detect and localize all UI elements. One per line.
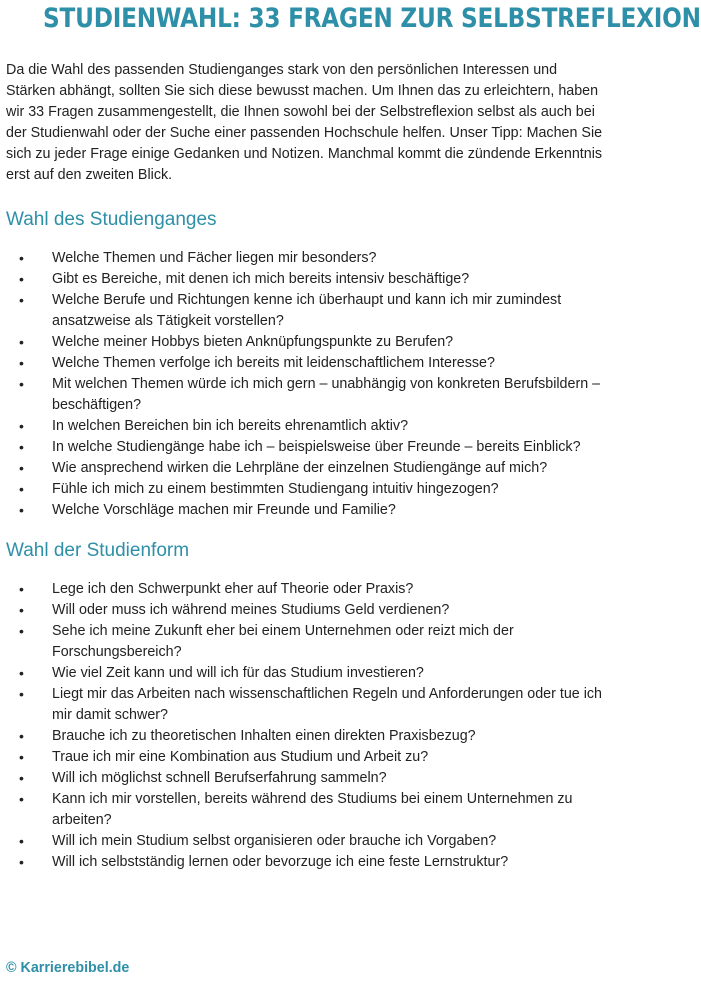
list-item (0, 768, 615, 789)
bullet-icon: • (19, 602, 24, 618)
list-item (0, 500, 615, 521)
list-item (0, 437, 615, 458)
question-text: Welche meiner Hobbys bieten Anknüpfungspunkte zu Berufen? (52, 334, 454, 350)
question-text: Gibt es Bereiche, mit denen ich mich bereits intensiv beschäftige? (52, 271, 470, 287)
bullet-icon: • (19, 502, 24, 518)
question-text: Liegt mir das Arbeiten nach wissenschaftlichen Regeln und Anforderungen oder tue ich mir damit schwer? (52, 686, 602, 723)
question-text: Traue ich mir eine Kombination aus Studium und Arbeit zu? (52, 749, 429, 765)
list-item (0, 600, 615, 621)
list-item (0, 831, 615, 852)
question-text: Welche Themen verfolge ich bereits mit leidenschaftlichem Interesse? (52, 355, 495, 371)
question-list-studienform (0, 579, 615, 873)
list-item (0, 852, 615, 873)
list-item (0, 663, 615, 684)
section-heading-studiengang: Wahl des Studienganges (6, 209, 217, 230)
page-title: STUDIENWAHL: 33 FRAGEN ZUR SELBSTREFLEXION (43, 3, 701, 34)
question-text: Wie ansprechend wirken die Lehrpläne der einzelnen Studiengänge auf mich? (52, 460, 548, 476)
bullet-icon: • (19, 854, 24, 870)
question-text: In welche Studiengänge habe ich – beispielsweise über Freunde – bereits Einblick? (52, 439, 581, 455)
copyright-footer: © Karrierebibel.de (6, 960, 130, 976)
bullet-icon: • (19, 749, 24, 765)
bullet-icon: • (19, 728, 24, 744)
question-text: Kann ich mir vorstellen, bereits während des Studiums bei einem Unternehmen zu arbeiten? (52, 791, 573, 828)
list-item (0, 789, 615, 831)
bullet-icon: • (19, 770, 24, 786)
list-item (0, 374, 615, 416)
list-item (0, 248, 615, 269)
list-item (0, 747, 615, 768)
bullet-icon: • (19, 686, 24, 702)
bullet-icon: • (19, 581, 24, 597)
question-text: Fühle ich mich zu einem bestimmten Studiengang intuitiv hingezogen? (52, 481, 499, 497)
bullet-icon: • (19, 481, 24, 497)
intro-paragraph: Da die Wahl des passenden Studienganges stark von den persönlichen Interessen und Stärken abhängt, sollten Sie sich diese bewusst machen. Um Ihnen das zu erleichtern, haben wir 33 Fragen zusammengestellt, die Ihnen sowohl bei der Selbstreflexion selbst als auch bei der Studienwahl oder der Suche einer passenden Hochschule helfen. Unser Tipp: Machen Sie sich zu jeder Frage einige Gedanken und Notizen. Manchmal kommt die zündende Erkenntnis erst auf den zweiten Blick. (6, 62, 603, 183)
list-item (0, 416, 615, 437)
list-item (0, 290, 615, 332)
question-text: In welchen Bereichen bin ich bereits ehrenamtlich aktiv? (52, 418, 409, 434)
bullet-icon: • (19, 460, 24, 476)
bullet-icon: • (19, 376, 24, 392)
question-text: Welche Berufe und Richtungen kenne ich überhaupt und kann ich mir zumindest ansatzweise als Tätigkeit vorstellen? (52, 292, 562, 329)
question-list-studiengang (0, 248, 615, 521)
bullet-icon: • (19, 334, 24, 350)
bullet-icon: • (19, 418, 24, 434)
question-text: Sehe ich meine Zukunft eher bei einem Unternehmen oder reizt mich der Forschungsbereich? (52, 623, 514, 660)
bullet-icon: • (19, 623, 24, 639)
list-item (0, 332, 615, 353)
question-text: Will ich selbstständig lernen oder bevorzuge ich eine feste Lernstruktur? (52, 854, 509, 870)
section-heading-studienform: Wahl der Studienform (6, 540, 190, 561)
bullet-icon: • (19, 292, 24, 308)
question-text: Wie viel Zeit kann und will ich für das Studium investieren? (52, 665, 424, 681)
question-text: Will oder muss ich während meines Studiums Geld verdienen? (52, 602, 450, 618)
question-text: Will ich möglichst schnell Berufserfahrung sammeln? (52, 770, 387, 786)
bullet-icon: • (19, 355, 24, 371)
bullet-icon: • (19, 665, 24, 681)
list-item (0, 269, 615, 290)
question-text: Will ich mein Studium selbst organisieren oder brauche ich Vorgaben? (52, 833, 497, 849)
list-item (0, 579, 615, 600)
bullet-icon: • (19, 791, 24, 807)
list-item (0, 621, 615, 663)
list-item (0, 684, 615, 726)
bullet-icon: • (19, 271, 24, 287)
list-item (0, 726, 615, 747)
bullet-icon: • (19, 439, 24, 455)
question-text: Welche Vorschläge machen mir Freunde und Familie? (52, 502, 396, 518)
question-text: Mit welchen Themen würde ich mich gern – unabhängig von konkreten Berufsbildern – beschäftigen? (52, 376, 601, 413)
question-text: Lege ich den Schwerpunkt eher auf Theorie oder Praxis? (52, 581, 414, 597)
bullet-icon: • (19, 833, 24, 849)
list-item (0, 479, 615, 500)
question-text: Brauche ich zu theoretischen Inhalten einen direkten Praxisbezug? (52, 728, 476, 744)
question-text: Welche Themen und Fächer liegen mir besonders? (52, 250, 377, 266)
list-item (0, 458, 615, 479)
list-item (0, 353, 615, 374)
bullet-icon: • (19, 250, 24, 266)
